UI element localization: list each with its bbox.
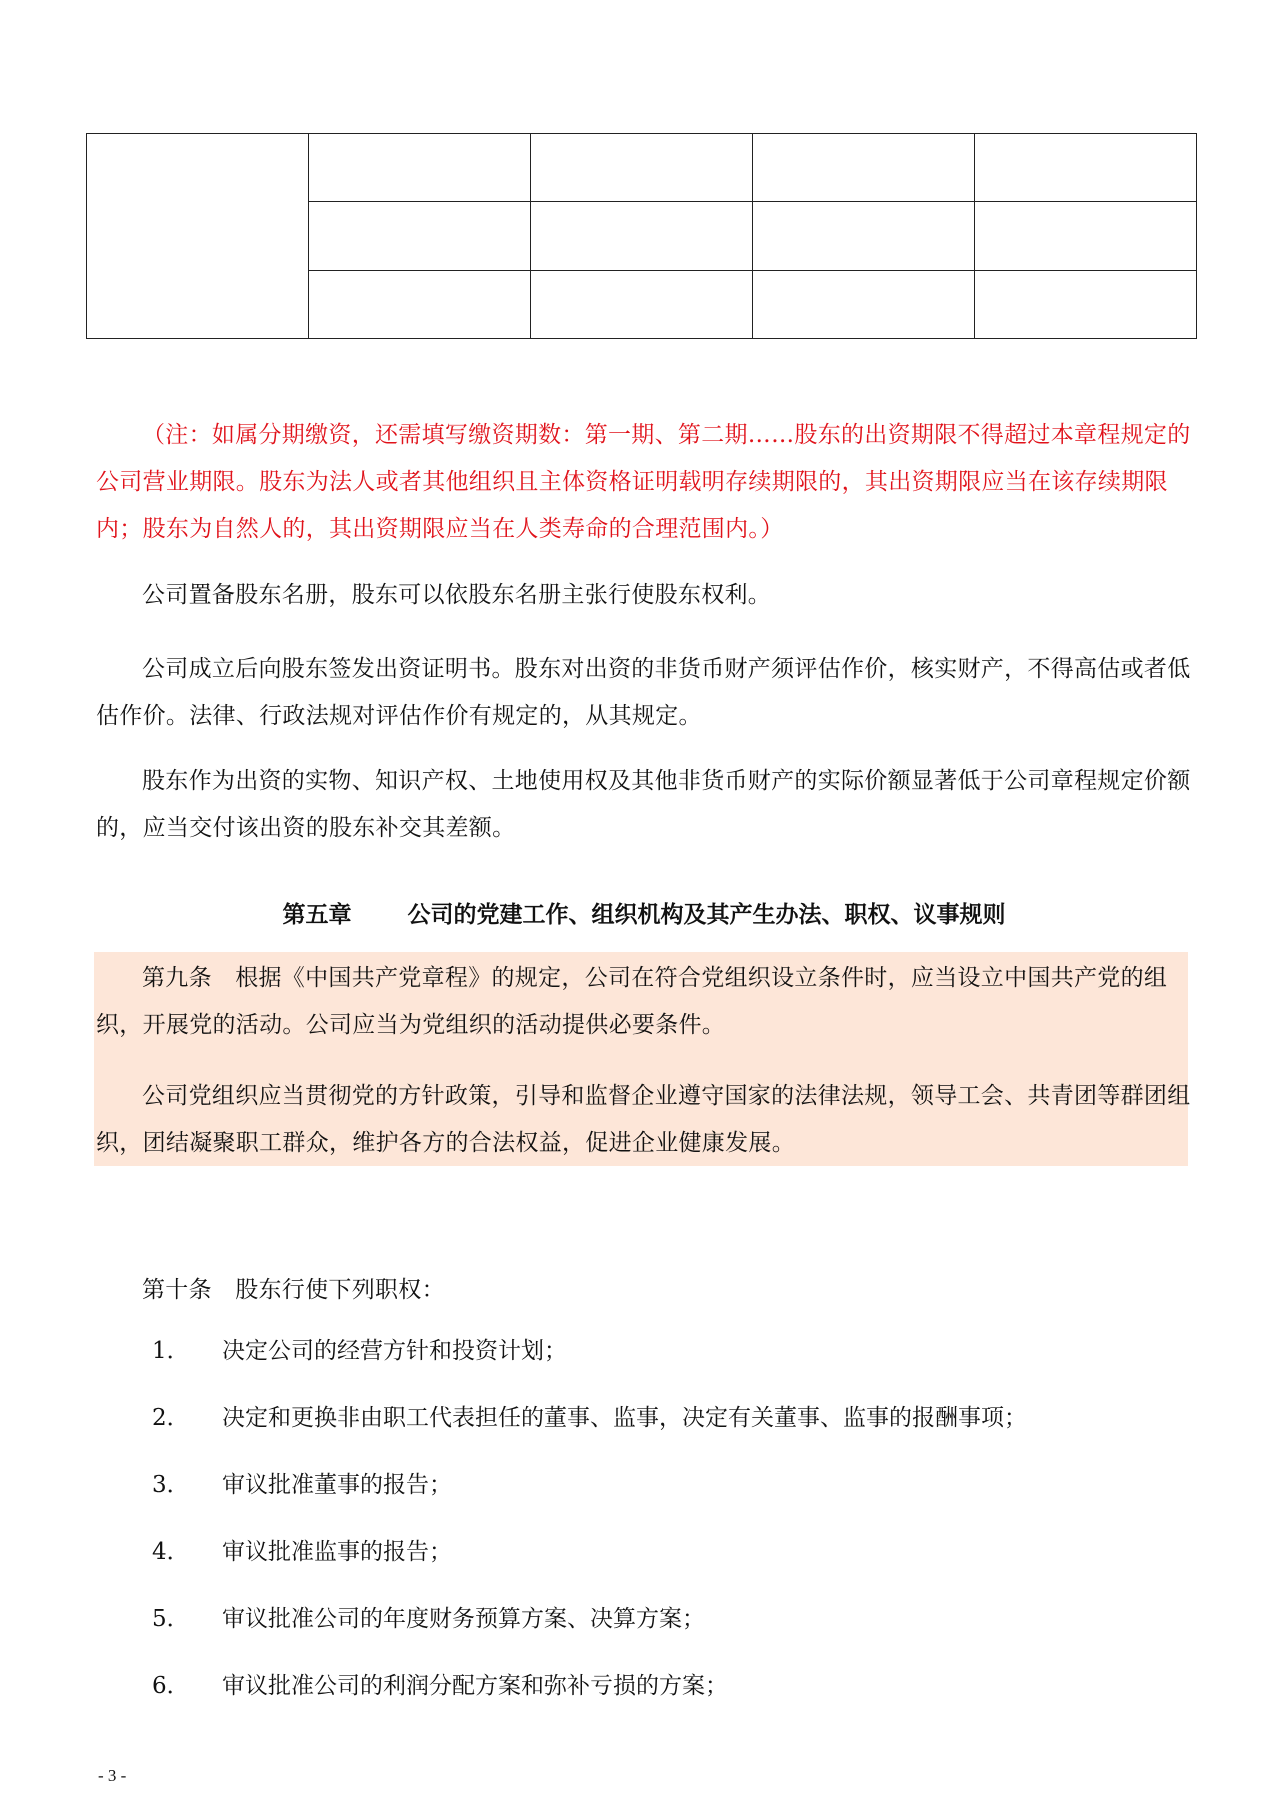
list-item-number: 4．	[152, 1539, 190, 1565]
table-cell	[975, 270, 1197, 338]
party-organization-paragraph: 公司党组织应当贯彻党的方针政策，引导和监督企业遵守国家的法律法规，领导工会、共青团等群团组织，团结凝聚职工群众，维护各方的合法权益，促进企业健康发展。	[96, 1083, 1191, 1156]
list-item	[96, 1596, 1192, 1663]
list-item-text: 决定和更换非由职工代表担任的董事、监事，决定有关董事、监事的报酬事项；	[222, 1405, 1027, 1431]
list-item	[96, 1529, 1192, 1596]
table-cell	[753, 134, 975, 202]
list-item-text: 审议批准董事的报告；	[222, 1472, 452, 1498]
list-item	[96, 1395, 1192, 1462]
table-cell	[309, 134, 531, 202]
list-item-number: 1．	[152, 1338, 190, 1364]
paragraph-capital-certificate: 公司成立后向股东签发出资证明书。股东对出资的非货币财产须评估作价，核实财产，不得高估或者低估作价。法律、行政法规对评估作价有规定的，从其规定。	[96, 656, 1191, 729]
shareholder-powers-list	[96, 1328, 1192, 1730]
chapter-title: 公司的党建工作、组织机构及其产生办法、职权、议事规则	[407, 902, 1006, 928]
article-10-heading: 第十条 股东行使下列职权：	[142, 1277, 445, 1303]
list-item-number: 2．	[152, 1405, 190, 1431]
list-item-number: 5．	[152, 1606, 190, 1632]
list-item-text: 审议批准公司的利润分配方案和弥补亏损的方案；	[222, 1673, 728, 1699]
table-cell	[531, 270, 753, 338]
list-item-number: 3．	[152, 1472, 190, 1498]
list-item-number: 6．	[152, 1673, 190, 1699]
table-cell	[309, 202, 531, 270]
table-cell	[531, 202, 753, 270]
list-item	[96, 1462, 1192, 1529]
list-item	[96, 1328, 1192, 1395]
table-cell	[309, 270, 531, 338]
paragraph-shareholder-register: 公司置备股东名册，股东可以依股东名册主张行使股东权利。	[142, 582, 772, 608]
list-item-text: 决定公司的经营方针和投资计划；	[222, 1338, 567, 1364]
table-cell	[975, 202, 1197, 270]
article-9-paragraph: 第九条 根据《中国共产党章程》的规定，公司在符合党组织设立条件时，应当设立中国共产党的组织，开展党的活动。公司应当为党组织的活动提供必要条件。	[96, 965, 1168, 1038]
payment-note: （注：如属分期缴资，还需填写缴资期数：第一期、第二期……股东的出资期限不得超过本章程规定的公司营业期限。股东为法人或者其他组织且主体资格证明载明存续期限的，其出资期限应当在该存续期限内；股东为自然人的，其出资期限应当在人类寿命的合理范围内。）	[96, 422, 1191, 542]
chapter-number: 第五章	[282, 902, 352, 928]
empty-shareholder-table	[86, 133, 1197, 339]
table-cell	[753, 202, 975, 270]
list-item-text: 审议批准监事的报告；	[222, 1539, 452, 1565]
list-item-text: 审议批准公司的年度财务预算方案、决算方案；	[222, 1606, 705, 1632]
page-number: - 3 -	[98, 1766, 127, 1785]
paragraph-non-monetary-assets: 股东作为出资的实物、知识产权、土地使用权及其他非货币财产的实际价额显著低于公司章程规定价额的，应当交付该出资的股东补交其差额。	[96, 768, 1191, 841]
table-cell	[975, 134, 1197, 202]
table-cell	[531, 134, 753, 202]
table-cell	[753, 270, 975, 338]
table-cell	[87, 134, 309, 339]
chapter-heading	[96, 895, 1192, 935]
table-row	[87, 134, 1197, 202]
list-item	[96, 1663, 1192, 1730]
